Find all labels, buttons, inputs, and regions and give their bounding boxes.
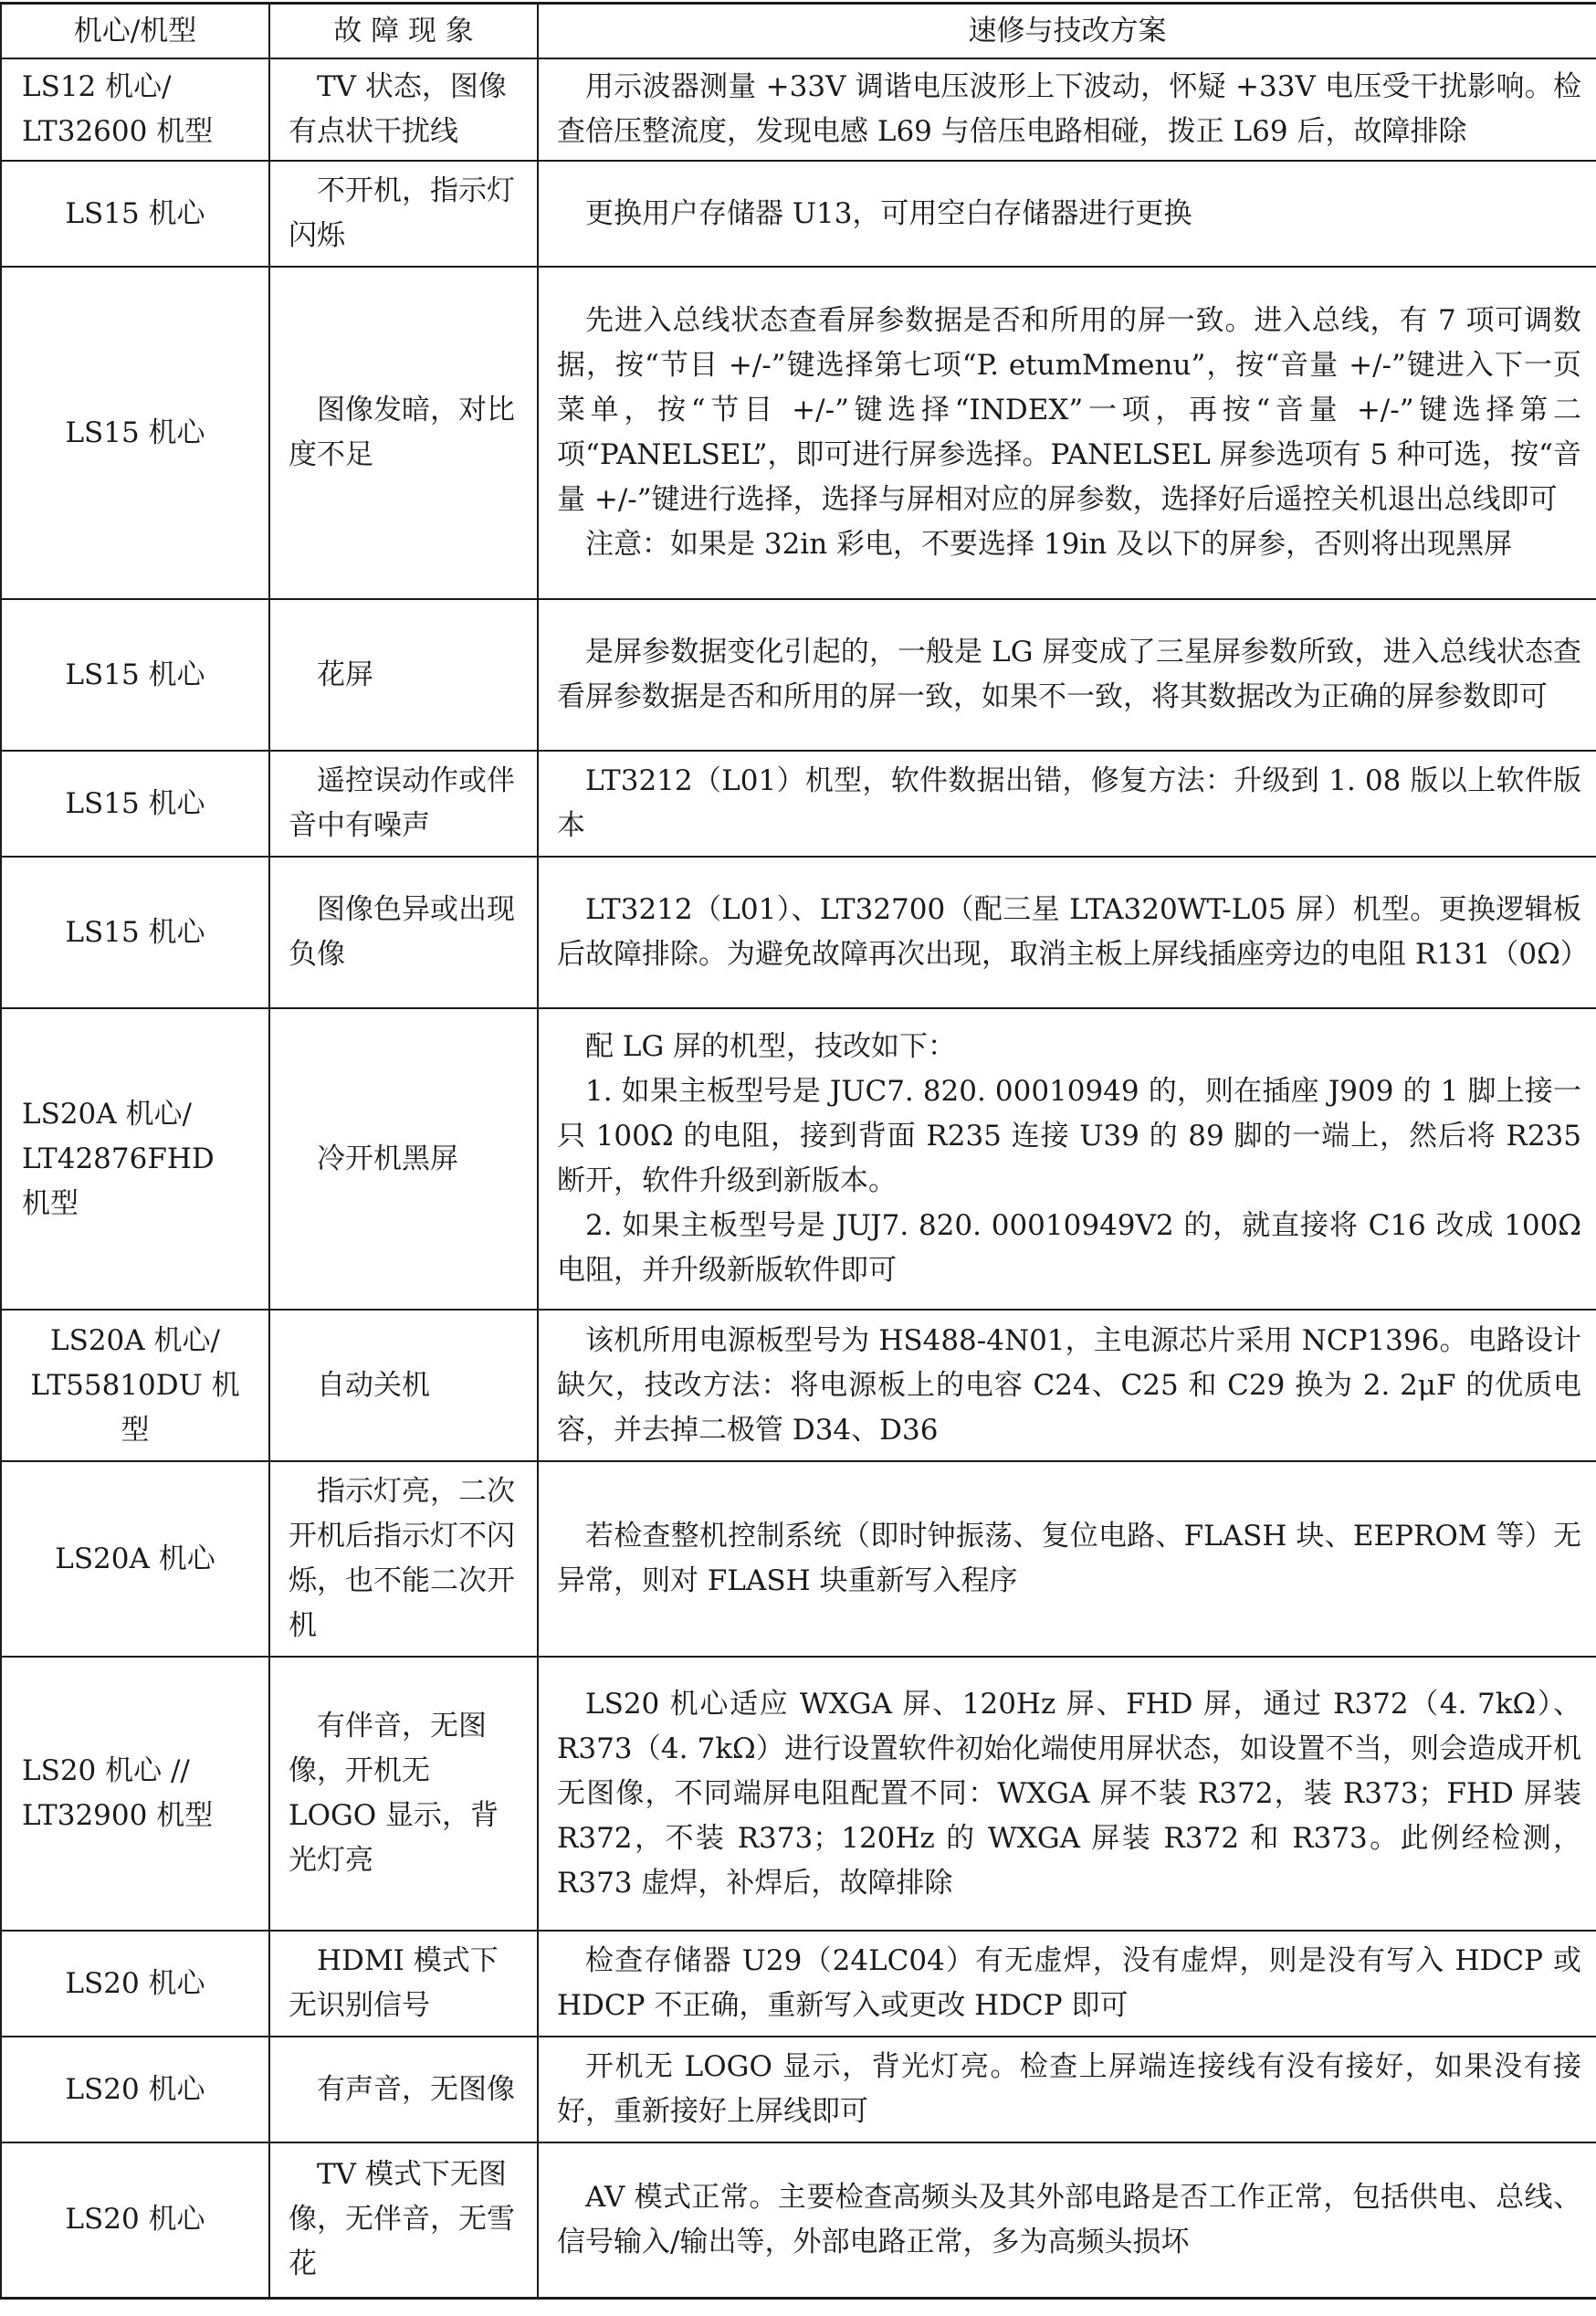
model-cell xyxy=(1,2037,269,2142)
model-cell xyxy=(1,599,269,751)
solution-paragraph: 是屏参数据变化引起的，一般是 LG 屏变成了三星屏参数所致，进入总线状态查看屏参数据是否和所用的屏一致，如果不一致，将其数据改为正确的屏参数即可 xyxy=(557,636,1581,713)
solution-cell xyxy=(538,1310,1596,1461)
solution-paragraph: LT3212（L01）机型，软件数据出错，修复方法：升级到 1. 08 版以上软件版本 xyxy=(557,764,1581,842)
model-line: LT42876FHD xyxy=(22,1142,215,1175)
solution-cell xyxy=(538,599,1596,751)
symptom-text: 指示灯亮，二次开机后指示灯不闪烁，也不能二次开机 xyxy=(289,1475,515,1642)
symptom-text: 图像发暗，对比度不足 xyxy=(289,394,515,471)
symptom-text: 花屏 xyxy=(317,658,373,691)
symptom-cell xyxy=(269,1008,538,1310)
model-cell xyxy=(1,751,269,857)
symptom-text: TV 状态，图像有点状干扰线 xyxy=(289,70,507,148)
solution-cell xyxy=(538,1657,1596,1931)
model-cell xyxy=(1,1008,269,1310)
symptom-cell xyxy=(269,857,538,1008)
solution-paragraph: 更换用户存储器 U13，可用空白存储器进行更换 xyxy=(585,196,1192,230)
symptom-text: 图像色异或出现负像 xyxy=(289,893,515,971)
solution-cell xyxy=(538,1008,1596,1310)
symptom-text: 有声音，无图像 xyxy=(317,2072,515,2106)
table-row xyxy=(1,2037,1596,2142)
model-line: LS20 机心 xyxy=(65,2072,205,2106)
header-solution: 速修与技改方案 xyxy=(538,4,1596,59)
solution-paragraph: 1. 如果主板型号是 JUC7. 820. 00010949 的，则在插座 J909 的 1 脚上接一只 100Ω 的电阻，接到背面 R235 连接 U39 的 89 脚的一端上，然后将 R235 断开，软件升级到新版本。 xyxy=(557,1075,1581,1197)
solution-paragraph: LT3212（L01）、LT32700（配三星 LTA320WT-L05 屏）机型。更换逻辑板后故障排除。为避免故障再次出现，取消主板上屏线插座旁边的电阻 R131（0Ω） xyxy=(557,893,1589,971)
model-cell xyxy=(1,161,269,267)
table-row xyxy=(1,857,1596,1008)
table-row xyxy=(1,1461,1596,1657)
solution-cell xyxy=(538,161,1596,267)
repair-table xyxy=(0,2,1596,2300)
model-cell xyxy=(1,1310,269,1461)
model-line: LS20 机心 xyxy=(65,2203,205,2237)
symptom-cell xyxy=(269,58,538,161)
symptom-text: 自动关机 xyxy=(317,1368,430,1402)
symptom-cell xyxy=(269,1931,538,2037)
solution-paragraph: 若检查整机控制系统（即时钟振荡、复位电路、FLASH 块、EEPROM 等）无异常，则对 FLASH 块重新写入程序 xyxy=(557,1520,1581,1597)
model-line: LS20 机心 xyxy=(65,1966,205,2000)
solution-paragraph: 配 LG 屏的机型，技改如下： xyxy=(585,1030,957,1063)
model-line: LS15 机心 xyxy=(65,196,205,230)
model-line: LS20A 机心/ xyxy=(50,1323,220,1357)
symptom-cell xyxy=(269,1461,538,1657)
model-line: LT32900 机型 xyxy=(22,1799,214,1832)
solution-paragraph: 2. 如果主板型号是 JUJ7. 820. 00010949V2 的，就直接将 C16 改成 100Ω 电阻，并升级新版软件即可 xyxy=(557,1209,1581,1287)
model-line: LS20A 机心/ xyxy=(22,1097,192,1131)
table-row xyxy=(1,58,1596,161)
solution-paragraph: LS20 机心适应 WXGA 屏、120Hz 屏、FHD 屏，通过 R372（4. 7kΩ）、R373（4. 7kΩ）进行设置软件初始化端使用屏状态，如设置不当，则会造成开机无图像，不同端屏电阻配置不同：WXGA 屏不装 R372，装 R373；FHD 屏装 R372，不装 R373；120Hz 的 WXGA 屏装 R372 和 R373。此例经检测，R373 虚焊，补焊后，故障排除 xyxy=(557,1687,1581,1900)
table-row xyxy=(1,751,1596,857)
header-row xyxy=(1,4,1596,59)
symptom-cell xyxy=(269,2037,538,2142)
solution-paragraph: 用示波器测量 +33V 调谐电压波形上下波动，怀疑 +33V 电压受干扰影响。检查倍压整流度，发现电感 L69 与倍压电路相碰，拨正 L69 后，故障排除 xyxy=(557,70,1581,148)
symptom-text: HDMI 模式下无识别信号 xyxy=(289,1944,499,2022)
model-cell xyxy=(1,58,269,161)
model-line: 机型 xyxy=(22,1186,79,1220)
symptom-cell xyxy=(269,1310,538,1461)
table-row xyxy=(1,1008,1596,1310)
symptom-text: 冷开机黑屏 xyxy=(317,1142,458,1175)
model-line: LS15 机心 xyxy=(65,416,205,449)
symptom-text: 遥控误动作或伴音中有噪声 xyxy=(289,764,515,842)
table-row xyxy=(1,1657,1596,1931)
solution-cell xyxy=(538,267,1596,599)
table-row xyxy=(1,267,1596,599)
solution-paragraph: 该机所用电源板型号为 HS488-4N01，主电源芯片采用 NCP1396。电路设计缺欠，技改方法：将电源板上的电容 C24、C25 和 C29 换为 2. 2μF 的优质电容，并去掉二极管 D34、D36 xyxy=(557,1323,1581,1447)
model-line: LS20 机心 // xyxy=(22,1754,190,1787)
header-symptom: 故 障 现 象 xyxy=(269,4,538,59)
model-cell xyxy=(1,2142,269,2298)
solution-paragraph: 开机无 LOGO 显示，背光灯亮。检查上屏端连接线有没有接好，如果没有接好，重新接好上屏线即可 xyxy=(557,2050,1581,2128)
symptom-cell xyxy=(269,751,538,857)
symptom-text: TV 模式下无图像，无伴音，无雪花 xyxy=(289,2158,515,2281)
model-line: LT55810DU 机型 xyxy=(30,1368,240,1447)
model-cell xyxy=(1,1461,269,1657)
solution-cell xyxy=(538,751,1596,857)
symptom-text: 有伴音，无图像，开机无 LOGO 显示，背光灯亮 xyxy=(289,1710,499,1877)
solution-cell xyxy=(538,58,1596,161)
solution-paragraph: 先进入总线状态查看屏参数据是否和所用的屏一致。进入总线，有 7 项可调数据，按“节目 +/-”键选择第七项“P. etumMmenu”，按“音量 +/-”键进入下一页菜单，按“节目 +/-”键选择“INDEX”一项，再按“音量 +/-”键选择第二项“PANELSEL”，即可进行屏参选择。PANELSEL 屏参选项有 5 种可选，按“音量 +/-”键进行选择，选择与屏相对应的屏参数，选择好后遥控关机退出总线即可 xyxy=(557,304,1581,516)
table-row xyxy=(1,2142,1596,2298)
solution-cell xyxy=(538,2037,1596,2142)
model-line: LS20A 机心 xyxy=(55,1542,215,1575)
symptom-cell xyxy=(269,599,538,751)
solution-paragraph: AV 模式正常。主要检查高频头及其外部电路是否工作正常，包括供电、总线、信号输入/输出等，外部电路正常，多为高频头损坏 xyxy=(557,2180,1581,2258)
model-cell xyxy=(1,267,269,599)
solution-cell xyxy=(538,1931,1596,2037)
model-line: LS15 机心 xyxy=(65,786,205,820)
table-row xyxy=(1,161,1596,267)
solution-cell xyxy=(538,857,1596,1008)
symptom-cell xyxy=(269,2142,538,2298)
symptom-cell xyxy=(269,1657,538,1931)
model-line: LS15 机心 xyxy=(65,915,205,949)
solution-paragraph: 检查存储器 U29（24LC04）有无虚焊，没有虚焊，则是没有写入 HDCP 或 HDCP 不正确，重新写入或更改 HDCP 即可 xyxy=(557,1944,1581,2022)
solution-cell xyxy=(538,2142,1596,2298)
model-line: LT32600 机型 xyxy=(22,115,214,148)
symptom-cell xyxy=(269,161,538,267)
model-cell xyxy=(1,857,269,1008)
model-line: LS12 机心/ xyxy=(22,70,172,103)
model-cell xyxy=(1,1657,269,1931)
solution-cell xyxy=(538,1461,1596,1657)
symptom-text: 不开机，指示灯闪烁 xyxy=(289,174,515,252)
symptom-cell xyxy=(269,267,538,599)
solution-paragraph: 注意：如果是 32in 彩电，不要选择 19in 及以下的屏参，否则将出现黑屏 xyxy=(585,528,1513,561)
table-row xyxy=(1,1931,1596,2037)
model-line: LS15 机心 xyxy=(65,658,205,691)
table-row xyxy=(1,1310,1596,1461)
model-cell xyxy=(1,1931,269,2037)
header-model: 机心/机型 xyxy=(1,4,269,59)
table-row xyxy=(1,599,1596,751)
